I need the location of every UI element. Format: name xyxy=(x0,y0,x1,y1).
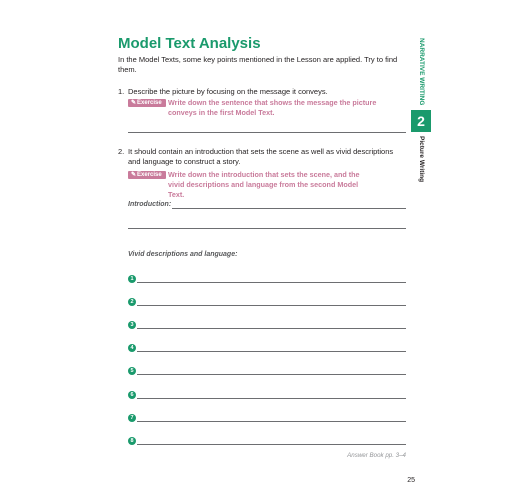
number-bullet: 8 xyxy=(128,437,136,445)
answer-book-reference: Answer Book pp. 3–4 xyxy=(347,452,406,459)
intro-text: In the Model Texts, some key points mentioned in the Lesson are applied. Try to find them. xyxy=(118,55,398,74)
section-label: NARRATIVE WRITING xyxy=(418,38,425,106)
number-bullet: 5 xyxy=(128,367,136,375)
answer-line[interactable] xyxy=(128,228,406,229)
exercise-badge xyxy=(128,171,166,179)
exercise-text: Write down the sentence that shows the message the picture conveys in the first Model Text. xyxy=(168,98,377,117)
pencil-icon: ✎ xyxy=(131,100,137,106)
exercise-2 xyxy=(128,170,408,199)
number-bullet: 7 xyxy=(128,414,136,422)
answer-line[interactable] xyxy=(128,132,406,133)
answer-line[interactable] xyxy=(137,328,406,329)
question-number: 1. xyxy=(118,87,125,96)
introduction-label: Introduction: xyxy=(128,201,172,208)
pencil-icon: ✎ xyxy=(131,172,137,178)
number-bullet: 3 xyxy=(128,321,136,329)
exercise-text: Write down the introduction that sets the scene, and the vivid descriptions and language from the second Model Text. xyxy=(168,170,360,199)
answer-line[interactable] xyxy=(137,282,406,283)
question-2 xyxy=(118,147,398,169)
answer-line[interactable] xyxy=(172,208,406,209)
question-text: It should contain an introduction that sets the scene as well as vivid descriptions and language to construct a story. xyxy=(128,147,394,166)
exercise-badge xyxy=(128,99,166,107)
vivid-label: Vivid descriptions and language: xyxy=(128,251,238,258)
page-number: 25 xyxy=(407,477,415,484)
question-text: Describe the picture by focusing on the message it conveys. xyxy=(128,87,328,96)
exercise-label: Exercise xyxy=(137,100,162,106)
answer-line[interactable] xyxy=(137,374,406,375)
chapter-title: Picture Writing xyxy=(418,136,425,183)
chapter-number: 2 xyxy=(411,110,431,132)
exercise-label: Exercise xyxy=(137,172,162,178)
number-bullet: 1 xyxy=(128,275,136,283)
number-bullet: 4 xyxy=(128,344,136,352)
answer-line[interactable] xyxy=(137,351,406,352)
answer-line[interactable] xyxy=(137,444,406,445)
page-title: Model Text Analysis xyxy=(118,35,261,52)
answer-line[interactable] xyxy=(137,421,406,422)
answer-line[interactable] xyxy=(137,305,406,306)
number-bullet: 2 xyxy=(128,298,136,306)
number-bullet: 6 xyxy=(128,391,136,399)
question-number: 2. xyxy=(118,147,125,156)
exercise-1 xyxy=(128,98,408,120)
answer-line[interactable] xyxy=(137,398,406,399)
